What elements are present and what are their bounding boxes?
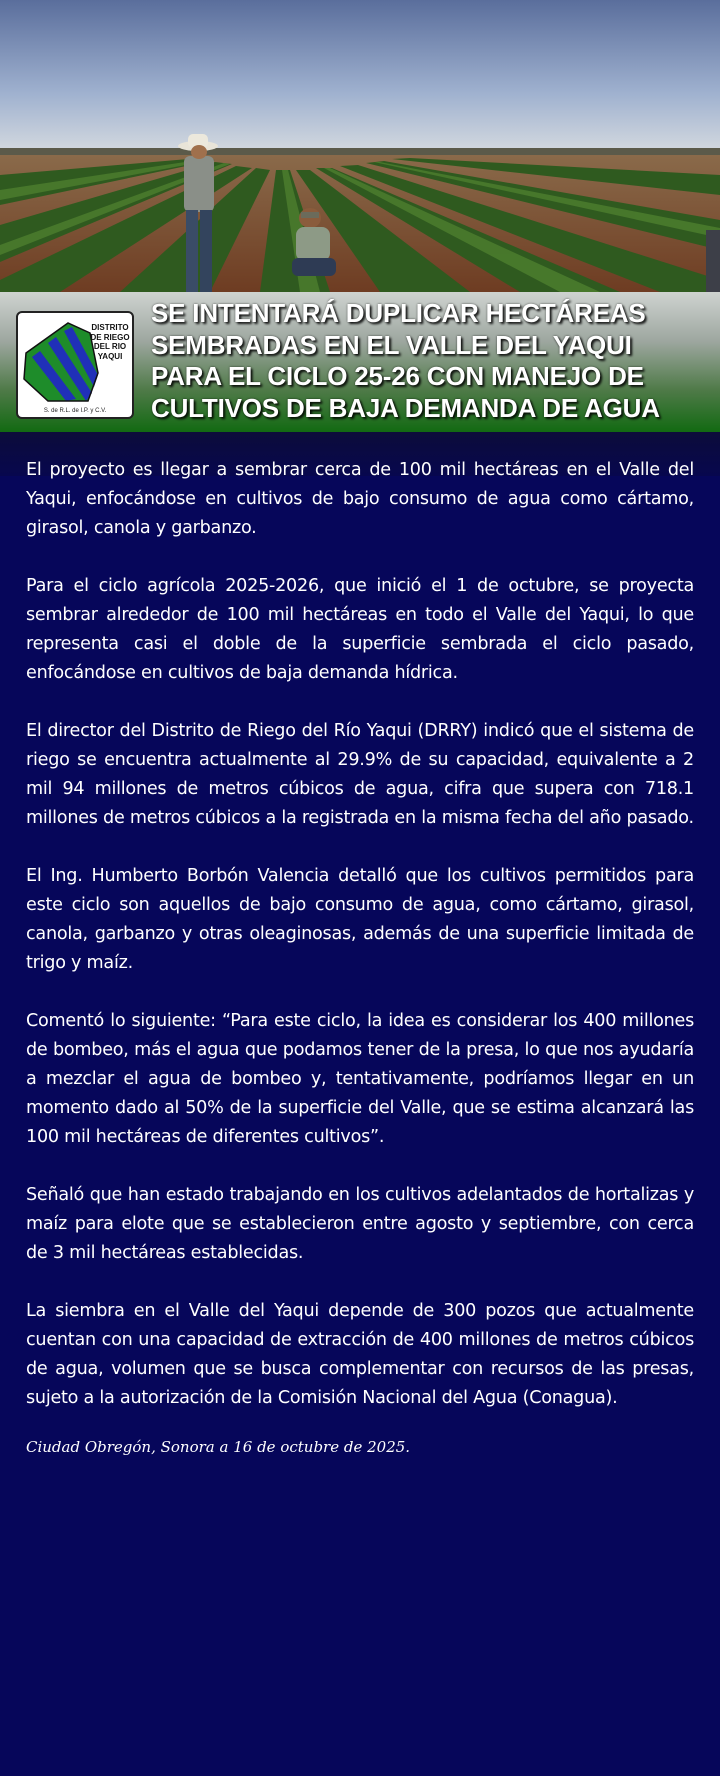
paragraph: La siembra en el Valle del Yaqui depende de 300 pozos que actualmente cuentan con una capacidad de extracción de 400 millones de metros cúbicos de agua, volumen que se busca complementar con recursos de las presas, sujeto a la autorización de la Comisión Nacional del Agua (Conagua). [26, 1301, 694, 1408]
paragraph: Señaló que han estado trabajando en los cultivos adelantados de hortalizas y maíz para elote que se establecieron entre agosto y septiembre, con cerca de 3 mil hectáreas establecidas. [26, 1185, 694, 1263]
paragraph: Comentó lo siguiente: “Para este ciclo, la idea es considerar los 400 millones de bombeo, más el agua que podamos tener de la presa, lo que nos ayudaría a mezclar el agua de bombeo y, tentativamente, podríamos llegar en un momento dado al 50% de la superficie del Valle, que se estima alcanzará las 100 mil hectáreas de diferentes cultivos”. [26, 1011, 694, 1147]
paragraph: El director del Distrito de Riego del Río Yaqui (DRRY) indicó que el sistema de riego se encuentra actualmente al 29.9% de su capacidad, equivalente a 2 mil 94 millones de metros cúbicos de agua, cifra que supera con 718.1 millones de metros cúbicos a la registrada en la misma fecha del año pasado. [26, 721, 694, 828]
header-photo [0, 0, 720, 292]
drry-logo [16, 311, 134, 419]
article-body [26, 456, 694, 1456]
paragraph: El Ing. Humberto Borbón Valencia detalló que los cultivos permitidos para este ciclo son aquellos de bajo consumo de agua, como cártamo, girasol, canola, garbanzo y otras oleaginosas, además de una superficie limitada de trigo y maíz. [26, 866, 694, 973]
logo-caption: S. de R.L. de I.P. y C.V. [43, 408, 107, 414]
dateline: Ciudad Obregón, Sonora a 16 de octubre de 2025. [26, 1438, 411, 1456]
paragraph: Para el ciclo agrícola 2025-2026, que inició el 1 de octubre, se proyecta sembrar alrededor de 100 mil hectáreas en todo el Valle del Yaqui, lo que representa casi el doble de la superficie sembrada el ciclo pasado, enfocándose en cultivos de baja demanda hídrica. [26, 576, 694, 683]
logo-name: DISTRITO DE RIEGO DEL RIO YAQUI [90, 323, 130, 361]
crop-field-image [0, 0, 720, 292]
headline: SE INTENTARÁ DUPLICAR HECTÁREAS SEMBRADAS EN EL VALLE DEL YAQUI PARA EL CICLO 25-26 CON MANEJO DE CULTIVOS DE BAJA DEMANDA DE AGUA [151, 298, 660, 423]
paragraph: El proyecto es llegar a sembrar cerca de 100 mil hectáreas en el Valle del Yaqui, enfocándose en cultivos de bajo consumo de agua como cártamo, girasol, canola y garbanzo. [26, 460, 694, 538]
title-band [0, 292, 720, 432]
